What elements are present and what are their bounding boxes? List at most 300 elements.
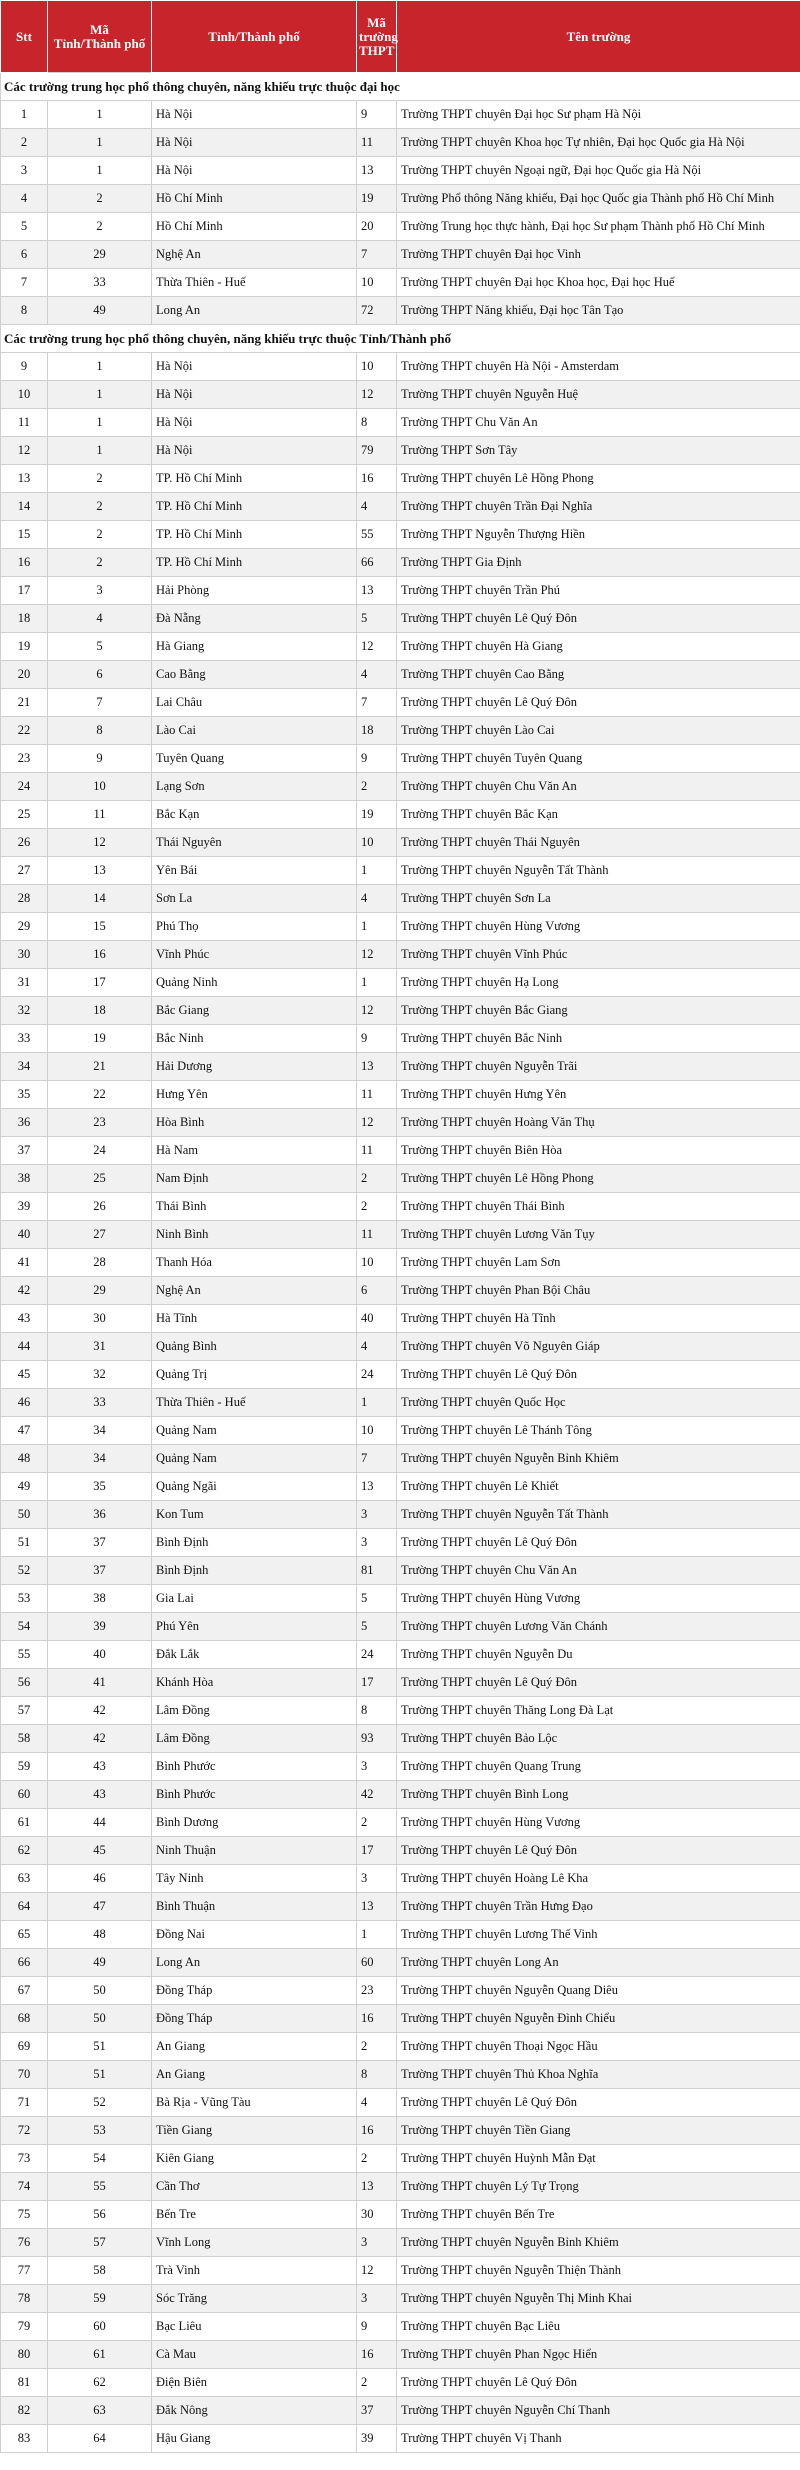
cell-ma_truong: 1 (357, 857, 397, 885)
table-row (1, 2341, 800, 2369)
cell-ma_truong: 72 (357, 297, 397, 325)
cell-ma_tinh: 39 (48, 1613, 152, 1641)
cell-ma_truong: 19 (357, 185, 397, 213)
cell-ten: Trường THPT chuyên Nguyễn Du (397, 1641, 800, 1669)
cell-stt: 23 (1, 745, 48, 773)
cell-stt: 5 (1, 213, 48, 241)
cell-stt: 52 (1, 1557, 48, 1585)
cell-ma_truong: 11 (357, 1221, 397, 1249)
table-row (1, 1977, 800, 2005)
cell-stt: 34 (1, 1053, 48, 1081)
cell-tinh: Quảng Nam (152, 1445, 357, 1473)
cell-ten: Trường THPT chuyên Hà Tĩnh (397, 1305, 800, 1333)
table-row (1, 1473, 800, 1501)
cell-stt: 55 (1, 1641, 48, 1669)
cell-tinh: Yên Bái (152, 857, 357, 885)
cell-ma_truong: 17 (357, 1837, 397, 1865)
cell-stt: 70 (1, 2061, 48, 2089)
cell-tinh: Hà Nội (152, 129, 357, 157)
cell-stt: 79 (1, 2313, 48, 2341)
cell-ma_tinh: 28 (48, 1249, 152, 1277)
cell-ma_truong: 19 (357, 801, 397, 829)
cell-stt: 56 (1, 1669, 48, 1697)
cell-ma_tinh: 1 (48, 409, 152, 437)
cell-ma_tinh: 7 (48, 689, 152, 717)
table-row (1, 829, 800, 857)
cell-ten: Trường THPT chuyên Lê Hồng Phong (397, 1165, 800, 1193)
cell-ma_truong: 5 (357, 605, 397, 633)
cell-stt: 11 (1, 409, 48, 437)
cell-tinh: Cần Thơ (152, 2173, 357, 2201)
table-row (1, 1109, 800, 1137)
cell-ma_tinh: 22 (48, 1081, 152, 1109)
cell-stt: 8 (1, 297, 48, 325)
cell-stt: 18 (1, 605, 48, 633)
cell-stt: 48 (1, 1445, 48, 1473)
cell-stt: 12 (1, 437, 48, 465)
cell-tinh: Quảng Ninh (152, 969, 357, 997)
table-row (1, 2145, 800, 2173)
cell-ma_tinh: 8 (48, 717, 152, 745)
cell-ma_truong: 3 (357, 1865, 397, 1893)
cell-stt: 71 (1, 2089, 48, 2117)
cell-ten: Trường THPT chuyên Đại học Sư phạm Hà Nội (397, 101, 800, 129)
cell-ten: Trường THPT chuyên Huỳnh Mẫn Đạt (397, 2145, 800, 2173)
cell-tinh: Cà Mau (152, 2341, 357, 2369)
cell-ten: Trường THPT chuyên Phan Ngọc Hiển (397, 2341, 800, 2369)
cell-tinh: Lâm Đồng (152, 1725, 357, 1753)
table-row (1, 773, 800, 801)
cell-ten: Trường THPT chuyên Hùng Vương (397, 913, 800, 941)
cell-ten: Trường THPT chuyên Đại học Vinh (397, 241, 800, 269)
cell-ma_truong: 2 (357, 1809, 397, 1837)
cell-stt: 77 (1, 2257, 48, 2285)
table-row (1, 1445, 800, 1473)
cell-stt: 78 (1, 2285, 48, 2313)
table-row (1, 157, 800, 185)
cell-tinh: Nam Định (152, 1165, 357, 1193)
cell-ma_tinh: 10 (48, 773, 152, 801)
table-row (1, 1417, 800, 1445)
cell-ten: Trường THPT chuyên Long An (397, 1949, 800, 1977)
cell-tinh: Hà Nội (152, 437, 357, 465)
cell-ma_truong: 10 (357, 269, 397, 297)
cell-ma_tinh: 37 (48, 1557, 152, 1585)
cell-ma_truong: 13 (357, 157, 397, 185)
table-row (1, 1305, 800, 1333)
cell-ten: Trường THPT chuyên Lào Cai (397, 717, 800, 745)
cell-stt: 33 (1, 1025, 48, 1053)
cell-ma_tinh: 2 (48, 465, 152, 493)
cell-ma_tinh: 29 (48, 1277, 152, 1305)
cell-tinh: Đồng Tháp (152, 2005, 357, 2033)
cell-stt: 50 (1, 1501, 48, 1529)
table-row (1, 1137, 800, 1165)
cell-ten: Trường THPT chuyên Hạ Long (397, 969, 800, 997)
cell-ten: Trường THPT chuyên Cao Bằng (397, 661, 800, 689)
cell-ma_tinh: 64 (48, 2425, 152, 2453)
cell-ma_truong: 5 (357, 1613, 397, 1641)
table-row (1, 1893, 800, 1921)
cell-ten: Trường THPT chuyên Chu Văn An (397, 773, 800, 801)
cell-ma_tinh: 41 (48, 1669, 152, 1697)
cell-ma_truong: 4 (357, 661, 397, 689)
cell-ten: Trường THPT chuyên Vị Thanh (397, 2425, 800, 2453)
cell-stt: 76 (1, 2229, 48, 2257)
table-row (1, 2005, 800, 2033)
cell-ma_tinh: 43 (48, 1753, 152, 1781)
cell-tinh: Tiền Giang (152, 2117, 357, 2145)
cell-ten: Trường THPT chuyên Bắc Kạn (397, 801, 800, 829)
cell-ten: Trường THPT chuyên Bắc Ninh (397, 1025, 800, 1053)
table-row (1, 941, 800, 969)
cell-stt: 30 (1, 941, 48, 969)
cell-stt: 17 (1, 577, 48, 605)
cell-tinh: Hà Giang (152, 633, 357, 661)
cell-ten: Trường THPT chuyên Bến Tre (397, 2201, 800, 2229)
cell-stt: 26 (1, 829, 48, 857)
cell-ma_tinh: 42 (48, 1697, 152, 1725)
cell-ma_tinh: 61 (48, 2341, 152, 2369)
cell-stt: 59 (1, 1753, 48, 1781)
cell-ten: Trường THPT chuyên Chu Văn An (397, 1557, 800, 1585)
cell-ten: Trường THPT chuyên Bạc Liêu (397, 2313, 800, 2341)
cell-ma_truong: 7 (357, 1445, 397, 1473)
cell-tinh: Kiên Giang (152, 2145, 357, 2173)
cell-stt: 29 (1, 913, 48, 941)
cell-tinh: Lai Châu (152, 689, 357, 717)
cell-stt: 44 (1, 1333, 48, 1361)
cell-ma_tinh: 31 (48, 1333, 152, 1361)
cell-tinh: Cao Bằng (152, 661, 357, 689)
cell-ma_tinh: 32 (48, 1361, 152, 1389)
cell-stt: 69 (1, 2033, 48, 2061)
cell-tinh: Thừa Thiên - Huế (152, 269, 357, 297)
cell-ma_tinh: 44 (48, 1809, 152, 1837)
cell-stt: 65 (1, 1921, 48, 1949)
cell-ma_truong: 10 (357, 353, 397, 381)
cell-stt: 25 (1, 801, 48, 829)
cell-tinh: Bắc Ninh (152, 1025, 357, 1053)
cell-ten: Trường THPT chuyên Nguyễn Tất Thành (397, 1501, 800, 1529)
header-ten-truong (397, 1, 800, 73)
cell-stt: 4 (1, 185, 48, 213)
cell-tinh: Khánh Hòa (152, 1669, 357, 1697)
cell-ma_tinh: 51 (48, 2033, 152, 2061)
cell-ma_truong: 9 (357, 1025, 397, 1053)
table-row (1, 185, 800, 213)
cell-tinh: Nghệ An (152, 241, 357, 269)
table-row (1, 1333, 800, 1361)
cell-tinh: Hưng Yên (152, 1081, 357, 1109)
cell-ma_truong: 10 (357, 1417, 397, 1445)
cell-ten: Trường THPT Chu Văn An (397, 409, 800, 437)
cell-tinh: Sóc Trăng (152, 2285, 357, 2313)
cell-ma_tinh: 54 (48, 2145, 152, 2173)
section-title: Các trường trung học phổ thông chuyên, năng khiếu trực thuộc Tỉnh/Thành phố (1, 325, 800, 353)
cell-ma_truong: 20 (357, 213, 397, 241)
cell-stt: 19 (1, 633, 48, 661)
cell-ma_tinh: 14 (48, 885, 152, 913)
cell-ma_truong: 2 (357, 2145, 397, 2173)
cell-ma_truong: 1 (357, 1389, 397, 1417)
table-row (1, 1165, 800, 1193)
cell-ma_truong: 13 (357, 1473, 397, 1501)
cell-stt: 7 (1, 269, 48, 297)
cell-stt: 10 (1, 381, 48, 409)
cell-tinh: Hòa Bình (152, 1109, 357, 1137)
cell-stt: 2 (1, 129, 48, 157)
cell-ma_tinh: 50 (48, 2005, 152, 2033)
cell-ma_truong: 10 (357, 1249, 397, 1277)
cell-tinh: Quảng Ngãi (152, 1473, 357, 1501)
table-row (1, 1585, 800, 1613)
cell-tinh: Hà Nội (152, 409, 357, 437)
cell-tinh: Bình Dương (152, 1809, 357, 1837)
cell-ma_truong: 30 (357, 2201, 397, 2229)
cell-ten: Trường Trung học thực hành, Đại học Sư phạm Thành phố Hồ Chí Minh (397, 213, 800, 241)
table-row (1, 885, 800, 913)
cell-ma_tinh: 6 (48, 661, 152, 689)
cell-ma_tinh: 2 (48, 549, 152, 577)
cell-ma_truong: 2 (357, 1193, 397, 1221)
cell-tinh: Bình Định (152, 1529, 357, 1557)
cell-ma_truong: 13 (357, 1893, 397, 1921)
table-row (1, 605, 800, 633)
cell-ma_tinh: 56 (48, 2201, 152, 2229)
cell-ten: Trường THPT chuyên Nguyễn Thị Minh Khai (397, 2285, 800, 2313)
cell-tinh: TP. Hồ Chí Minh (152, 521, 357, 549)
cell-stt: 72 (1, 2117, 48, 2145)
cell-ten: Trường THPT Gia Định (397, 549, 800, 577)
table-row (1, 493, 800, 521)
cell-tinh: Thái Nguyên (152, 829, 357, 857)
cell-ma_tinh: 29 (48, 241, 152, 269)
cell-ma_tinh: 47 (48, 1893, 152, 1921)
cell-ten: Trường THPT chuyên Trần Hưng Đạo (397, 1893, 800, 1921)
cell-ma_tinh: 35 (48, 1473, 152, 1501)
cell-ma_truong: 4 (357, 885, 397, 913)
cell-ma_tinh: 26 (48, 1193, 152, 1221)
cell-ten: Trường THPT chuyên Lê Quý Đôn (397, 2089, 800, 2117)
table-row (1, 2173, 800, 2201)
cell-ten: Trường THPT chuyên Lê Quý Đôn (397, 605, 800, 633)
cell-ma_tinh: 24 (48, 1137, 152, 1165)
cell-ma_truong: 8 (357, 1697, 397, 1725)
cell-stt: 43 (1, 1305, 48, 1333)
table-row (1, 969, 800, 997)
table-row (1, 1277, 800, 1305)
table-row (1, 1613, 800, 1641)
cell-stt: 63 (1, 1865, 48, 1893)
cell-ma_truong: 3 (357, 1753, 397, 1781)
cell-tinh: Phú Thọ (152, 913, 357, 941)
cell-tinh: Đồng Tháp (152, 1977, 357, 2005)
cell-tinh: Long An (152, 1949, 357, 1977)
cell-ten: Trường THPT chuyên Nguyễn Quang Diêu (397, 1977, 800, 2005)
cell-ma_truong: 66 (357, 549, 397, 577)
cell-ten: Trường THPT chuyên Thái Nguyên (397, 829, 800, 857)
cell-ten: Trường THPT chuyên Bắc Giang (397, 997, 800, 1025)
cell-ma_tinh: 15 (48, 913, 152, 941)
table-row (1, 241, 800, 269)
cell-ma_truong: 9 (357, 101, 397, 129)
cell-tinh: Tuyên Quang (152, 745, 357, 773)
table-row (1, 745, 800, 773)
cell-ma_tinh: 46 (48, 1865, 152, 1893)
table-row (1, 2089, 800, 2117)
cell-stt: 54 (1, 1613, 48, 1641)
header-ten-label: Tên trường (566, 28, 631, 44)
cell-stt: 41 (1, 1249, 48, 1277)
cell-ten: Trường THPT chuyên Lê Hồng Phong (397, 465, 800, 493)
cell-ma_truong: 24 (357, 1361, 397, 1389)
cell-stt: 20 (1, 661, 48, 689)
cell-stt: 46 (1, 1389, 48, 1417)
cell-ten: Trường THPT chuyên Nguyễn Bỉnh Khiêm (397, 1445, 800, 1473)
cell-ten: Trường THPT chuyên Khoa học Tự nhiên, Đại học Quốc gia Hà Nội (397, 129, 800, 157)
table-row (1, 1697, 800, 1725)
cell-stt: 60 (1, 1781, 48, 1809)
cell-ma_tinh: 9 (48, 745, 152, 773)
cell-ten: Trường THPT chuyên Lê Quý Đôn (397, 689, 800, 717)
cell-ma_tinh: 34 (48, 1417, 152, 1445)
cell-stt: 80 (1, 2341, 48, 2369)
cell-ten: Trường THPT chuyên Nguyễn Đình Chiểu (397, 2005, 800, 2033)
cell-ten: Trường THPT chuyên Nguyễn Chí Thanh (397, 2397, 800, 2425)
cell-stt: 82 (1, 2397, 48, 2425)
cell-tinh: Quảng Nam (152, 1417, 357, 1445)
cell-ten: Trường THPT chuyên Lương Văn Chánh (397, 1613, 800, 1641)
cell-stt: 83 (1, 2425, 48, 2453)
cell-ten: Trường THPT chuyên Lương Thế Vinh (397, 1921, 800, 1949)
table-row (1, 2201, 800, 2229)
table-row (1, 1809, 800, 1837)
cell-stt: 73 (1, 2145, 48, 2173)
cell-ten: Trường THPT chuyên Nguyễn Trãi (397, 1053, 800, 1081)
section-header-row (1, 325, 800, 353)
cell-stt: 47 (1, 1417, 48, 1445)
cell-tinh: Đắk Lắk (152, 1641, 357, 1669)
table-row (1, 577, 800, 605)
cell-ma_truong: 2 (357, 2369, 397, 2397)
cell-stt: 32 (1, 997, 48, 1025)
cell-ma_tinh: 2 (48, 521, 152, 549)
cell-ten: Trường THPT chuyên Trần Phú (397, 577, 800, 605)
cell-ten: Trường THPT chuyên Lê Thánh Tông (397, 1417, 800, 1445)
cell-ten: Trường THPT chuyên Nguyễn Bỉnh Khiêm (397, 2229, 800, 2257)
cell-ma_tinh: 25 (48, 1165, 152, 1193)
table-row (1, 1081, 800, 1109)
table-row (1, 1865, 800, 1893)
cell-ma_tinh: 27 (48, 1221, 152, 1249)
cell-ma_tinh: 55 (48, 2173, 152, 2201)
table-row (1, 2257, 800, 2285)
cell-ma_truong: 93 (357, 1725, 397, 1753)
cell-ma_truong: 24 (357, 1641, 397, 1669)
cell-tinh: Hà Nội (152, 101, 357, 129)
cell-ma_truong: 1 (357, 913, 397, 941)
cell-tinh: Tây Ninh (152, 1865, 357, 1893)
cell-ten: Trường THPT chuyên Thái Bình (397, 1193, 800, 1221)
table-row (1, 1025, 800, 1053)
cell-ten: Trường THPT chuyên Hùng Vương (397, 1585, 800, 1613)
cell-stt: 74 (1, 2173, 48, 2201)
cell-tinh: Điện Biên (152, 2369, 357, 2397)
cell-ma_truong: 4 (357, 1333, 397, 1361)
cell-ten: Trường THPT chuyên Hưng Yên (397, 1081, 800, 1109)
cell-stt: 31 (1, 969, 48, 997)
table-row (1, 689, 800, 717)
cell-stt: 66 (1, 1949, 48, 1977)
cell-stt: 61 (1, 1809, 48, 1837)
cell-tinh: Trà Vinh (152, 2257, 357, 2285)
table-body (1, 73, 800, 2453)
cell-tinh: Bắc Kạn (152, 801, 357, 829)
cell-tinh: Sơn La (152, 885, 357, 913)
cell-tinh: An Giang (152, 2061, 357, 2089)
cell-stt: 36 (1, 1109, 48, 1137)
cell-ten: Trường THPT chuyên Thủ Khoa Nghĩa (397, 2061, 800, 2089)
cell-ma_truong: 1 (357, 969, 397, 997)
cell-ma_tinh: 33 (48, 1389, 152, 1417)
cell-tinh: Hải Phòng (152, 577, 357, 605)
cell-ten: Trường THPT chuyên Bình Long (397, 1781, 800, 1809)
cell-stt: 51 (1, 1529, 48, 1557)
header-ma-truong-line1: Mã (367, 14, 386, 30)
cell-ten: Trường THPT chuyên Lê Quý Đôn (397, 1669, 800, 1697)
cell-ten: Trường THPT chuyên Biên Hòa (397, 1137, 800, 1165)
cell-ten: Trường THPT chuyên Lê Khiết (397, 1473, 800, 1501)
header-ma-truong-line2: trường (359, 28, 398, 44)
cell-ten: Trường THPT chuyên Hùng Vương (397, 1809, 800, 1837)
cell-ma_truong: 13 (357, 577, 397, 605)
cell-stt: 35 (1, 1081, 48, 1109)
cell-ma_tinh: 58 (48, 2257, 152, 2285)
cell-ma_truong: 18 (357, 717, 397, 745)
cell-ma_truong: 8 (357, 2061, 397, 2089)
cell-ma_truong: 55 (357, 521, 397, 549)
cell-tinh: Ninh Thuận (152, 1837, 357, 1865)
cell-ma_tinh: 36 (48, 1501, 152, 1529)
cell-ma_truong: 12 (357, 997, 397, 1025)
cell-tinh: Hà Nam (152, 1137, 357, 1165)
cell-ma_tinh: 53 (48, 2117, 152, 2145)
cell-ten: Trường THPT chuyên Thoại Ngọc Hầu (397, 2033, 800, 2061)
table-row (1, 913, 800, 941)
cell-tinh: An Giang (152, 2033, 357, 2061)
cell-ma_tinh: 1 (48, 101, 152, 129)
table-row (1, 2425, 800, 2453)
cell-stt: 9 (1, 353, 48, 381)
cell-ma_tinh: 43 (48, 1781, 152, 1809)
cell-ma_tinh: 1 (48, 437, 152, 465)
cell-stt: 62 (1, 1837, 48, 1865)
cell-tinh: Quảng Bình (152, 1333, 357, 1361)
cell-ten: Trường THPT Năng khiếu, Đại học Tân Tạo (397, 297, 800, 325)
cell-stt: 24 (1, 773, 48, 801)
cell-ma_truong: 5 (357, 1585, 397, 1613)
table-row (1, 997, 800, 1025)
cell-ma_truong: 42 (357, 1781, 397, 1809)
cell-ma_truong: 6 (357, 1277, 397, 1305)
header-ma-truong (357, 1, 397, 73)
table-row (1, 2313, 800, 2341)
cell-ten: Trường THPT chuyên Hoàng Lê Kha (397, 1865, 800, 1893)
cell-tinh: Kon Tum (152, 1501, 357, 1529)
cell-ma_tinh: 57 (48, 2229, 152, 2257)
table-row (1, 2369, 800, 2397)
